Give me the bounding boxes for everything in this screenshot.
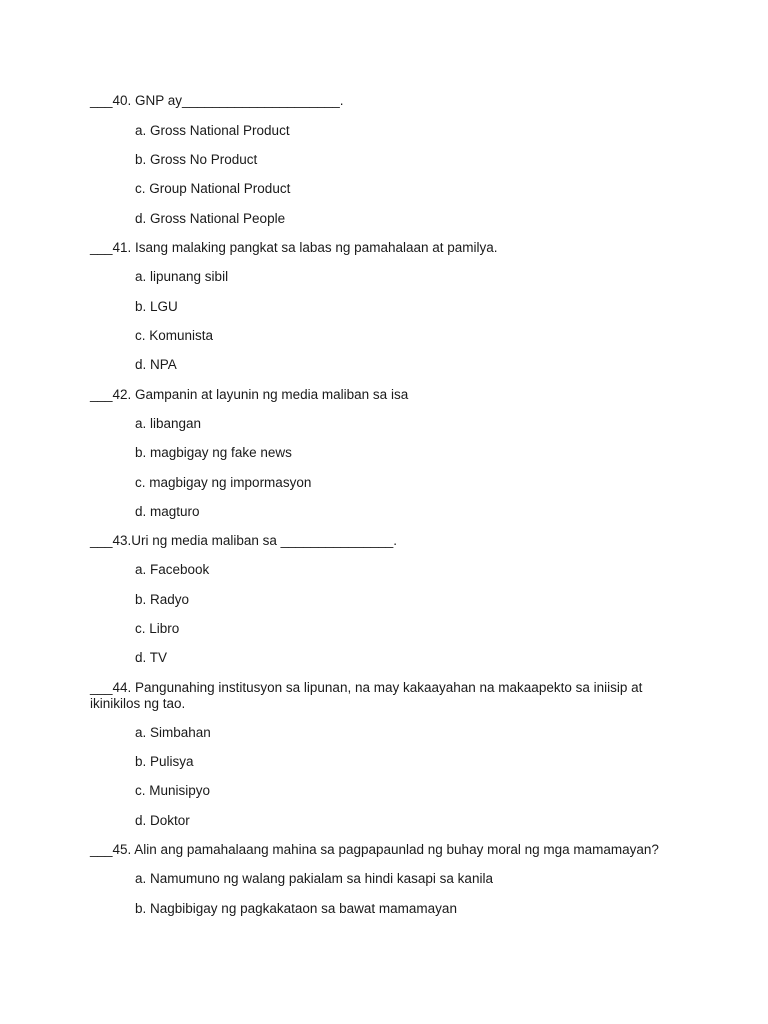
question-40-option-d: d. Gross National People [135,211,286,226]
question-41-option-b: b. LGU [135,299,178,314]
question-40-option-a: a. Gross National Product [135,123,290,138]
question-43-option-d: d. TV [135,650,168,665]
question-42-option-d: d. magturo [135,504,200,519]
question-44-option-a: a. Simbahan [135,725,211,740]
question-44-stem: ___44. Pangunahing institusyon sa lipunan, na may kakaayahan na makaapekto sa iniisip at ikinikilos ng tao. [90,680,643,711]
question-42-option-c: c. magbigay ng impormasyon [135,475,312,490]
question-43-option-a: a. Facebook [135,562,210,577]
question-44-option-c: c. Munisipyo [135,783,211,798]
question-44-option-b: b. Pulisya [135,754,194,769]
question-40-stem: ___40. GNP ay_____________________. [90,93,344,108]
question-43-option-c: c. Libro [135,621,180,636]
question-42-stem: ___42. Gampanin at layunin ng media maliban sa isa [90,387,409,402]
question-45-option-a: a. Namumuno ng walang pakialam sa hindi kasapi sa kanila [135,871,493,886]
question-40-option-b: b. Gross No Product [135,152,258,167]
question-45-option-b: b. Nagbibigay ng pagkakataon sa bawat mamamayan [135,901,457,916]
question-41-option-d: d. NPA [135,357,177,372]
question-41-option-c: c. Komunista [135,328,214,343]
question-41-stem: ___41. Isang malaking pangkat sa labas ng pamahalaan at pamilya. [90,240,498,255]
question-42-option-b: b. magbigay ng fake news [135,445,292,460]
question-41-option-a: a. lipunang sibil [135,269,229,284]
question-44-option-d: d. Doktor [135,813,190,828]
question-43-option-b: b. Radyo [135,592,190,607]
question-43-stem: ___43.Uri ng media maliban sa _______________. [90,533,397,548]
question-40-option-c: c. Group National Product [135,181,291,196]
question-42-option-a: a. libangan [135,416,202,431]
question-45-stem: ___45. Alin ang pamahalaang mahina sa pagpapaunlad ng buhay moral ng mga mamamayan? [90,842,659,857]
